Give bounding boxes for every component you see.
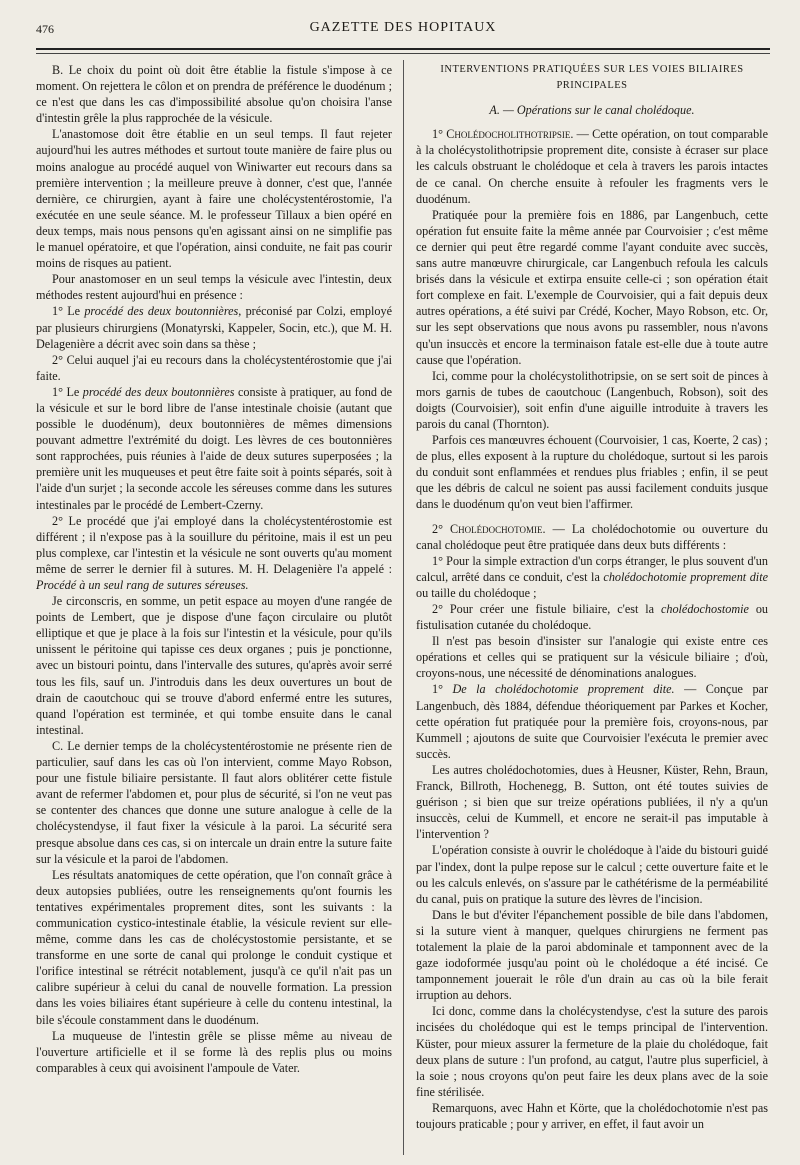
subsection-title bbox=[416, 102, 768, 118]
emphasis: Procédé à un seul rang de sutures séreuses. bbox=[36, 578, 249, 592]
text: 2° Le procédé que j'ai employé dans la cholécystentérostomie est différent ; il n'expose pas à la souillure du péritoine, mais il est un peu plus complexe, car l'intestin et la vésicule ne sont ouverts qu'au moment même de serrer le dernier fil à sutures. M. H. Delagenière l'a appelé : bbox=[36, 513, 392, 576]
paragraph bbox=[36, 513, 392, 593]
paragraph: B. Le choix du point où doit être établie la fistule s'impose à ce moment. On rejettera le côlon et on prendra de préférence le duodénum ; ce n'est que dans les cas d'impossibilité absolue qu'on choisira l'anse d'intestin grêle la plus rapprochée de la vésicule. bbox=[36, 63, 392, 126]
paragraph: Ici, comme pour la cholécystolithotripsie, on se sert soit de pinces à mors garnis de tubes de caoutchouc (Langenbuch, Robson), soit des doigts (Courvoisier), soit enfin d'une aiguille introduite à travers les parois du canal (Thornton). bbox=[416, 368, 768, 431]
paragraph: Pour anastomoser en un seul temps la vésicule avec l'intestin, deux méthodes restent aujourd'hui en présence : bbox=[36, 272, 392, 303]
paragraph: Je circonscris, en somme, un petit espace au moyen d'une rangée de points de Lembert, que je dispose d'une façon circulaire ou plutôt elliptique et que je place à la fois sur l'intestin et la vésicule, pour qu'ils unissent le péritoine qui tapisse ces deux organes ; puis je ponctionne, avec un bistouri pointu, dans l'intervalle des sutures, qu'après avoir serré tous les fils, sauf un. J'introduis dans les deux ouvertures un bout de drain de caoutchouc qui se trouve d'abord enfermé entre les sutures, quand l'opération est terminée, et qui tombe ensuite dans le canal intestinal. bbox=[36, 594, 392, 737]
text: consiste à pratiquer, au fond de la vésicule et sur le bord libre de l'anse intestinale choisie (autant que possible le duodénum), deux boutonnières de mêmes dimensions pouvant admettre l'extrémité du doigt. Les lèvres de ces boutonnières sont rapprochées, puis réunies à l'aide de deux sutures superposées ; la première unit les muqueuses et peut être faite soit à points séparés, soit à l'aide d'un surjet ; la seconde accole les séreuses comme dans les sutures intestinales par le procédé de Lembert-Czerny. bbox=[36, 384, 392, 512]
text: 2° Pour créer une fistule biliaire, c'est la bbox=[432, 602, 661, 616]
left-column bbox=[36, 62, 392, 1155]
paragraph bbox=[36, 303, 392, 351]
emphasis: procédé des deux boutonnières bbox=[84, 304, 239, 319]
header-rule-thin bbox=[36, 53, 770, 54]
emphasis: De la cholédochotomie proprement dite. bbox=[452, 682, 675, 697]
spacer bbox=[416, 94, 768, 102]
paragraph bbox=[416, 601, 768, 633]
paragraph: L'opération consiste à ouvrir le cholédoque à l'aide du bistouri guidé par l'index, dont la pulpe repose sur le calcul ; cette ouverture faite et le ou les calculs enlevés, on s'assure par le cathétérisme de la perméabilité du canal, puis on pratique la suture des lèvres de l'incision. bbox=[416, 843, 768, 906]
paragraph bbox=[416, 553, 768, 601]
paragraph: L'anastomose doit être établie en un seul temps. Il faut rejeter aujourd'hui les autres méthodes et surtout toute manière de faire plus ou moins analogue au procédé auquel von Winiwarter eut recours dans sa première intervention ; la meilleure preuve à donner, c'est que, l'année dernière, ce chirurgien, ayant à faire une cholécystentérostomie, l'a exécutée en une seule séance. M. le professeur Tillaux a bien opéré en deux temps, mais nous pensons qu'en agissant ainsi on ne simplifie pas le manuel opératoire, et que l'opération, ainsi conduite, ne fait pas courir moins de risques au patient. bbox=[36, 127, 392, 271]
run-in-heading: 2° Cholédochotomie. bbox=[432, 521, 546, 536]
page-number: 476 bbox=[36, 22, 54, 36]
header-rule-thick bbox=[36, 48, 770, 50]
paragraph: Les résultats anatomiques de cette opération, que l'on connaît grâce à deux autopsies publiées, outre les renseignements qu'ont fournis les tentatives expérimentales proprement dites, sont les suivants : la communication cystico-intestinale établie, la vésicule revient sur elle-même, comme dans les cas de cholécystostomie persistante, et se transforme en une sorte de canal qui prolonge le conduit cystique et l'orifice intestinal se rétrécit notablement, jusqu'à ce qu'il n'ait pas un calibre supérieur à celui du canal de nouvelle formation. La pression dans les voies biliaires étant supérieure à celle du contenu intestinal, la bile s'écoule constamment dans le duodénum. bbox=[36, 867, 392, 1027]
text: — La cholédochotomie ou ouverture du canal cholédoque peut être pratiquée dans deux buts différents : bbox=[416, 521, 768, 552]
text: 1° Pour la simple extraction d'un corps étranger, le plus souvent d'un calcul, arrêté dans ce conduit, c'est la bbox=[416, 553, 768, 584]
paragraph: Dans le but d'éviter l'épanchement possible de bile dans l'abdomen, si la suture vient à manquer, quelques chirurgiens ne ferment pas totalement la plaie de la paroi abdominale et tamponnent avec de la gaze iodoformée jusqu'au point où le cholédoque a été incisé. Ce tamponnement jouerait le rôle d'un drain au cas où la bile ferait irruption au dehors. bbox=[416, 907, 768, 1003]
run-in-heading: 1° Cholédocholithotripsie. bbox=[432, 127, 574, 142]
paragraph bbox=[416, 681, 768, 761]
paragraph bbox=[36, 384, 392, 513]
page-header bbox=[36, 20, 770, 42]
text: 1° Le bbox=[52, 304, 85, 319]
text: 1° bbox=[432, 682, 453, 697]
column-divider bbox=[403, 60, 404, 1155]
journal-title: GAZETTE DES HOPITAUX bbox=[309, 20, 497, 35]
paragraph: 2° Celui auquel j'ai eu recours dans la cholécystentérostomie que j'ai faite. bbox=[36, 352, 392, 383]
spacer bbox=[416, 118, 768, 126]
text: ou fistulisation cutanée du cholédoque. bbox=[416, 602, 768, 633]
paragraph bbox=[416, 126, 768, 206]
text: — Conçue par Langenbuch, dès 1884, défendue théoriquement par Parkes et Kocher, cette opération fut pratiquée pour la première fois, croyons-nous, par Kummell ; ajoutons de suite que Courvoisier l'exécuta le premier avec succès. bbox=[416, 682, 768, 761]
paragraph: Pratiquée pour la première fois en 1886, par Langenbuch, cette opération fut ensuite faite la même année par Courvoisier ; c'est même ce dernier qui peut être regardé comme l'ayant conduite avec succès, sans autre manœuvre chirurgicale, car Langenbuch refoula les calculs brisés dans la vésicule et extirpa ensuite celle-ci ; son opération était fort complexe en fait. L'exemple de Courvoisier, qui a fait depuis deux autres opérations, a été suivi par Crédé, Kocher, Mayo Robson, etc. Or, sur les sept observations que nous avons pu rassembler, nous n'avons qu'un insuccès et encore la terminaison fatale est-elle due à toute autre cause que l'opération. bbox=[416, 207, 768, 367]
emphasis: procédé des deux boutonnières bbox=[82, 384, 235, 399]
text: ou taille du cholédoque ; bbox=[416, 585, 537, 600]
text: 1° Le bbox=[52, 384, 83, 399]
emphasis: cholédochostomie bbox=[660, 602, 749, 616]
right-column bbox=[416, 62, 768, 1155]
paragraph: Parfois ces manœuvres échouent (Courvoisier, 1 cas, Koerte, 2 cas) ; de plus, elles exposent à la rupture du cholédoque, surtout si les parois du conduit sont enflammées et rendues plus friables ; enfin, il se peut que les débris de calcul ne soient pas aussi facilement conduits jusque dans le duodénum qu'on veut bien l'affirmer. bbox=[416, 433, 768, 512]
text: , préconisé par Colzi, employé par plusieurs chirurgiens (Monatyrski, Kappeler, Socin, etc.), que M. H. Delagenière a décrit avec soin dans sa thèse ; bbox=[36, 304, 392, 351]
spacer bbox=[416, 513, 768, 521]
emphasis: A. — Opérations sur le canal cholédoque. bbox=[489, 103, 695, 118]
paragraph: Il n'est pas besoin d'insister sur l'analogie qui existe entre ces opérations et celles qui se pratiquent sur la vésicule biliaire ; d'où, croyons-nous, une nécessité de dénominations analogues. bbox=[416, 634, 768, 681]
paragraph bbox=[416, 521, 768, 553]
emphasis: cholédochotomie proprement dite bbox=[603, 569, 768, 584]
paragraph: C. Le dernier temps de la cholécystentérostomie ne présente rien de particulier, sauf dans les cas où l'on intervient, comme Mayo Robson, pour une fistule biliaire persistante. Il faut alors oblitérer cette fistule avant de refermer l'abdomen et, pour plus de sécurité, si l'on ne veut pas se contenter des chances que donne une suture analogue à celle de la cholécystendyse, il faut fixer la vésicule à la paroi. La sécurité sera presque absolue dans ces cas, si on intercale un drain entre la suture faite sur la vésicule et la paroi de l'abdomen. bbox=[36, 738, 392, 866]
paragraph: La muqueuse de l'intestin grêle se plisse même au niveau de l'ouverture artificielle et il se forme là des replis plus ou moins comparables à ceux qui avoisinent l'ampoule de Vater. bbox=[36, 1028, 392, 1075]
text: — Cette opération, on tout comparable à la cholécystolithotripsie proprement dite, consiste à écraser sur place les calculs obstruant le cholédoque et cela à travers les parois intactes de ce canal. On cherche ensuite à refouler les fragments vers le duodénum. bbox=[416, 127, 768, 206]
paragraph: Les autres cholédochotomies, dues à Heusner, Küster, Rehn, Braun, Franck, Billroth, Hochenegg, B. Sutton, ont été toutes suivies de guérison ; si bien que sur treize opérations publiées, il n'y a qu'un insuccès, celui de Kummell, et encore ne serait-il pas imputable à l'intervention ? bbox=[416, 762, 768, 842]
section-title: INTERVENTIONS PRATIQUÉES SUR LES VOIES BILIAIRES PRINCIPALES bbox=[440, 64, 744, 92]
paragraph: Ici donc, comme dans la cholécystendyse, c'est la suture des parois incisées du cholédoque qui est le temps principal de l'intervention. Küster, pour mieux assurer la fermeture de la plaie du cholédoque, fait deux plans de suture : l'un profond, au catgut, l'autre plus superficiel, à la soie ; nous croyons qu'on peut faire les deux plans avec de la soie fine stérilisée. bbox=[416, 1004, 768, 1099]
paragraph: Remarquons, avec Hahn et Körte, que la cholédochotomie n'est pas toujours praticable ; pour y arriver, en effet, il faut avoir un bbox=[416, 1100, 768, 1131]
